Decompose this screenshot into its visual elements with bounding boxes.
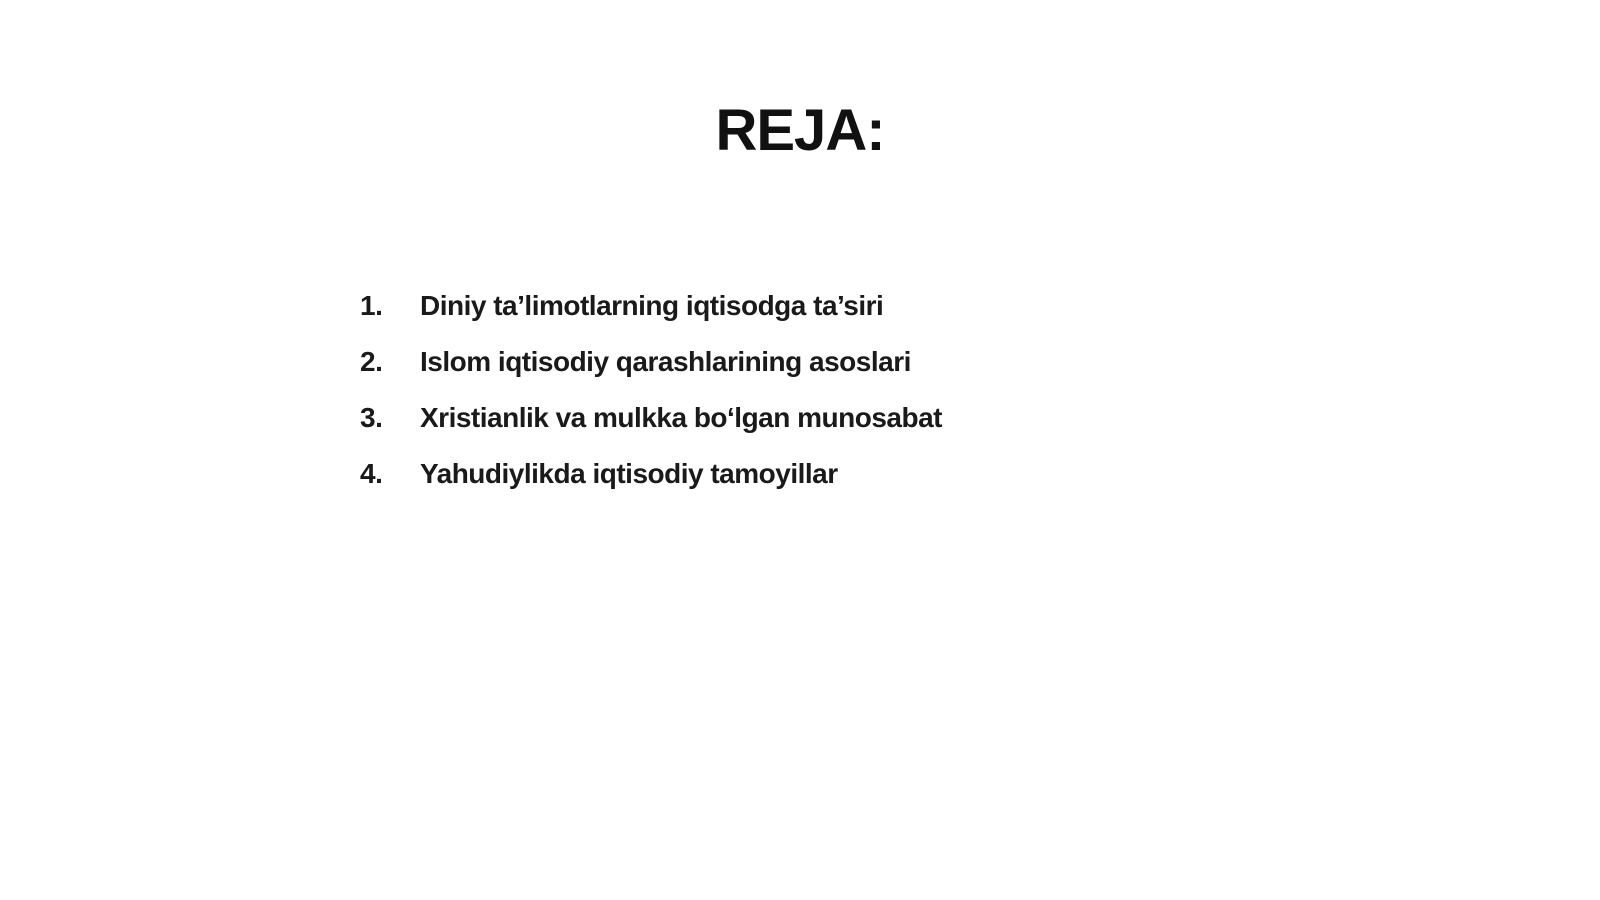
list-item-text: Yahudiylikda iqtisodiy tamoyillar <box>420 458 838 489</box>
list-item-text: Xristianlik va mulkka bo‘lgan munosabat <box>420 402 942 433</box>
list-item-number: 4. <box>360 458 383 489</box>
list-item <box>360 346 942 402</box>
list-item <box>360 290 942 346</box>
list-item-text: Islom iqtisodiy qarashlarining asoslari <box>420 346 911 377</box>
list-item <box>360 402 942 458</box>
list-item-text: Diniy ta’limotlarning iqtisodga ta’siri <box>420 290 884 321</box>
list-item-number: 2. <box>360 346 383 377</box>
list-item-number: 1. <box>360 290 383 321</box>
plan-list <box>360 290 942 514</box>
list-item <box>360 458 942 514</box>
list-item-number: 3. <box>360 402 383 433</box>
slide-title: REJA: <box>715 98 885 163</box>
